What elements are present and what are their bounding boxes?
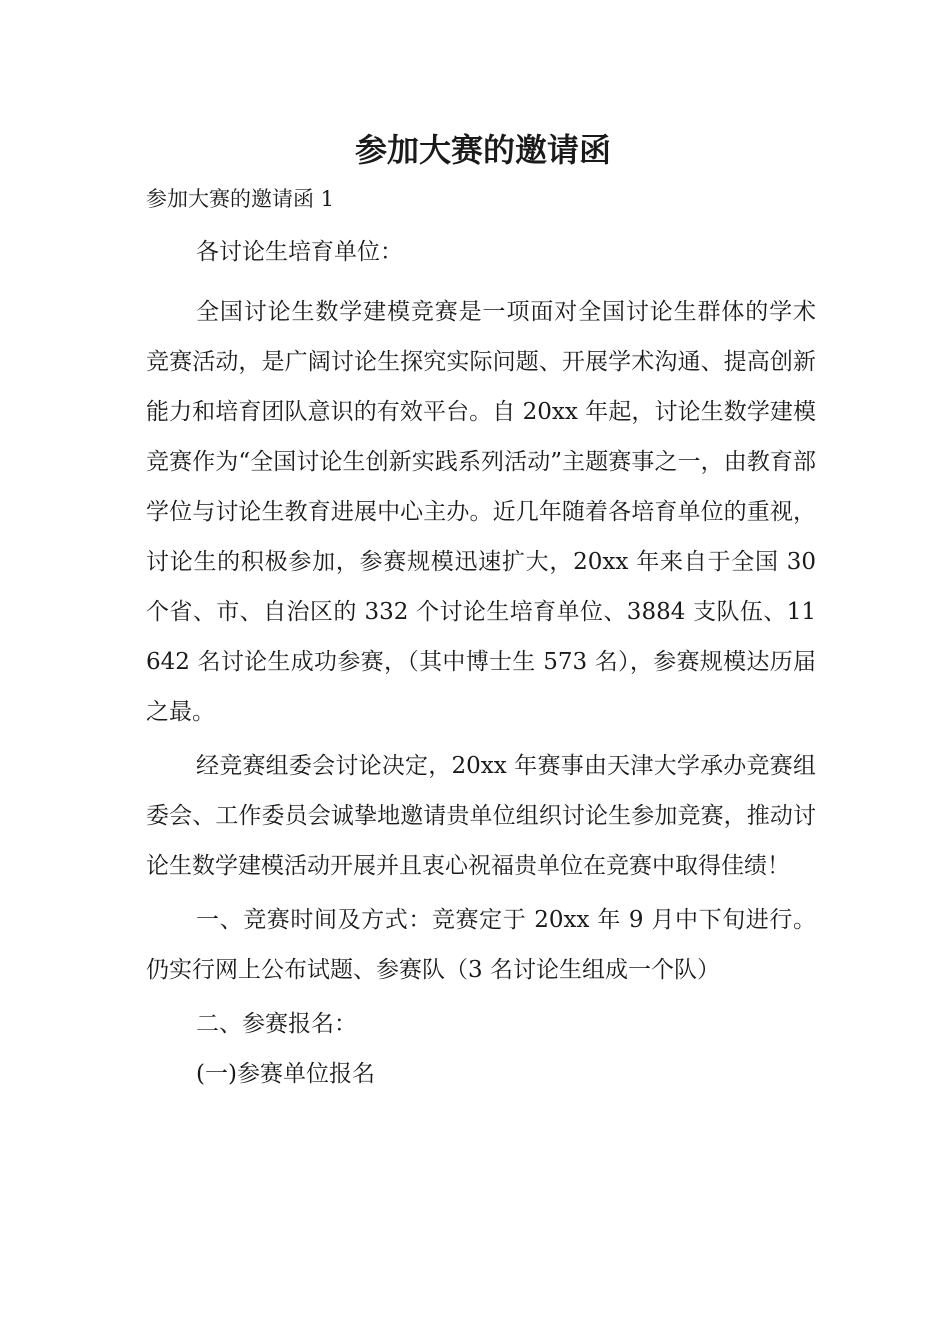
document-subtitle: 参加大赛的邀请函 1 xyxy=(146,187,335,211)
paragraph-unit-registration: (一)参赛单位报名 xyxy=(196,1061,375,1087)
document-title: 参加大赛的邀请函 xyxy=(354,131,611,169)
paragraph-registration-heading: 二、参赛报名： xyxy=(196,1011,357,1037)
document-page xyxy=(146,125,816,1099)
paragraph-schedule: 一、竞赛时间及方式：竞赛定于 20xx 年 9 月中下旬进行。仍实行网上公布试题、参赛队（3 名讨论生组成一个队） xyxy=(146,907,816,983)
paragraph-intro: 全国讨论生数学建模竞赛是一项面对全国讨论生群体的学术竞赛活动，是广阔讨论生探究实际问题、开展学术沟通、提高创新能力和培育团队意识的有效平台。自 20xx 年起，讨论生数学建模竞赛作为“全国讨论生创新实践系列活动”主题赛事之一，由教育部学位与讨论生教育进展中心主办。近几年随着各培育单位的重视，讨论生的积极参加，参赛规模迅速扩大，20xx 年来自于全国 30 个省、市、自治区的 332 个讨论生培育单位、3884 支队伍、11642 名讨论生成功参赛，（其中博士生 573 名），参赛规模达历届之最。 xyxy=(146,299,816,725)
paragraph-invitation: 经竞赛组委会讨论决定，20xx 年赛事由天津大学承办竞赛组委会、工作委员会诚挚地邀请贵单位组织讨论生参加竞赛，推动讨论生数学建模活动开展并且衷心祝福贵单位在竞赛中取得佳绩！ xyxy=(146,753,816,879)
salutation: 各讨论生培育单位： xyxy=(196,239,403,265)
